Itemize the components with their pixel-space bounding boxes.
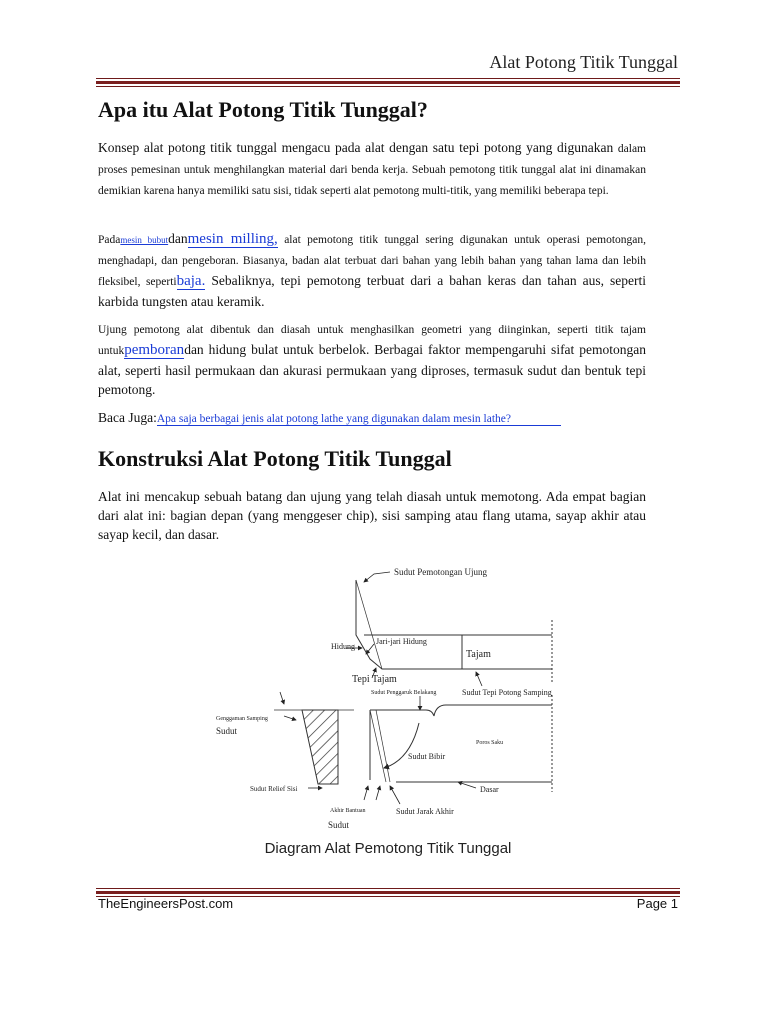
paragraph-ujung-text2: dan hidung bulat untuk berbelok. Berbagai faktor mempengaruhi sifat pemotongan alat, seperti hasil permukaan dan akurasi permukaan yang diproses, termasuk sudut dan bentuk tepi pemotong. bbox=[98, 342, 646, 397]
label-sudut-tepi-potong-samping: Sudut Tepi Potong Samping bbox=[462, 688, 552, 697]
label-akhir-bantuan: Akhir Bantuan bbox=[330, 808, 366, 814]
label-hidung: Hidung bbox=[331, 642, 355, 651]
label-sudut-jarak-akhir: Sudut Jarak Akhir bbox=[396, 807, 454, 816]
link-baja[interactable]: baja. bbox=[176, 273, 206, 289]
section-heading-apa-itu: Apa itu Alat Potong Titik Tunggal? bbox=[98, 97, 428, 122]
text-pada: Pada bbox=[98, 234, 121, 246]
leader-lines bbox=[280, 572, 482, 804]
label-poros-saku: Poros Saku bbox=[476, 740, 504, 746]
baca-juga bbox=[98, 408, 646, 429]
link-mesin-milling[interactable]: mesin milling, bbox=[187, 231, 278, 247]
label-dasar: Dasar bbox=[480, 785, 499, 794]
footer-page-number: Page 1 bbox=[636, 896, 678, 911]
label-sudut-left: Sudut bbox=[216, 726, 238, 736]
diagram-caption: Diagram Alat Pemotong Titik Tunggal bbox=[264, 840, 512, 857]
link-baca-juga[interactable]: Apa saja berbagai jenis alat potong lathe yang digunakan dalam mesin lathe? bbox=[157, 413, 561, 426]
paragraph-mesin-text1: alat pemotong titik tunggal sering digunakan untuk operasi pemotongan, menghadapi, dan pengeboran. Biasanya, badan alat terbuat dari bahan yang lebih bahan yang tahan lama dan lebih fleksibel, seperti bbox=[98, 234, 647, 288]
side-view-tool bbox=[370, 695, 552, 792]
link-mesin-bubut[interactable]: mesin bubut bbox=[120, 235, 169, 245]
baca-juga-label: Baca Juga: bbox=[98, 410, 157, 425]
label-sudut-bottom: Sudut bbox=[328, 820, 350, 830]
label-genggaman-samping: Genggaman Samping bbox=[216, 716, 268, 722]
top-view-tool bbox=[356, 580, 552, 684]
text-dan: dan bbox=[168, 231, 188, 246]
label-tepi-tajam: Tepi Tajam bbox=[352, 674, 397, 685]
label-sudut-relief-sisi: Sudut Relief Sisi bbox=[250, 785, 298, 793]
paragraph-konstruksi: Alat ini mencakup sebuah batang dan ujung yang telah diasah untuk memotong. Ada empat bagian dari alat ini: bagian depan (yang menggeser chip), sisi samping atau flang utama, sayap akhir atau sayap kecil, dan dasar. bbox=[98, 489, 646, 542]
label-sudut-bibir: Sudut Bibir bbox=[408, 752, 446, 761]
paragraph-konsep-rest: dalam proses pemesinan untuk menghilangkan material dari benda kerja. Sebuah pemotong titik tunggal alat ini dinamakan demikian karena hanya memiliki satu sisi, tidak seperti alat pemotong multi-titik, yang memiliki beberapa tepi. bbox=[98, 143, 647, 197]
paragraph-mesin bbox=[98, 229, 646, 311]
section-heading-konstruksi: Konstruksi Alat Potong Titik Tunggal bbox=[98, 446, 452, 471]
paragraph-konsep bbox=[98, 138, 646, 201]
paragraph-konsep-line1: Konsep alat potong titik tunggal mengacu pada alat dengan satu tepi potong yang digunakan bbox=[98, 140, 614, 155]
paragraph-mesin-text2: Sebaliknya, tepi pemotong terbuat dari a bahan keras dan tahan aus, seperti karbida tungsten atau keramik. bbox=[98, 273, 646, 309]
label-jari-jari-hidung: Jari-jari Hidung bbox=[376, 637, 427, 646]
diagram-labels bbox=[216, 567, 552, 830]
paragraph-ujung-text1: Ujung pemotong alat dibentuk dan diasah untuk menghasilkan geometri yang diinginkan, seperti titik tajam untuk bbox=[98, 324, 646, 357]
running-header: Alat Potong Titik Tunggal bbox=[489, 52, 678, 72]
label-tajam: Tajam bbox=[466, 649, 491, 660]
footer-site: TheEngineersPost.com bbox=[98, 896, 234, 911]
link-pemboran[interactable]: pemboran bbox=[124, 342, 185, 358]
label-sudut-penggaruk-belakang: Sudut Penggaruk Belakang bbox=[371, 690, 437, 696]
label-sudut-pemotongan-ujung: Sudut Pemotongan Ujung bbox=[394, 567, 488, 577]
hatched-section bbox=[274, 710, 354, 784]
tool-diagram bbox=[214, 560, 562, 832]
paragraph-ujung bbox=[98, 319, 646, 399]
header-rule bbox=[96, 78, 680, 87]
